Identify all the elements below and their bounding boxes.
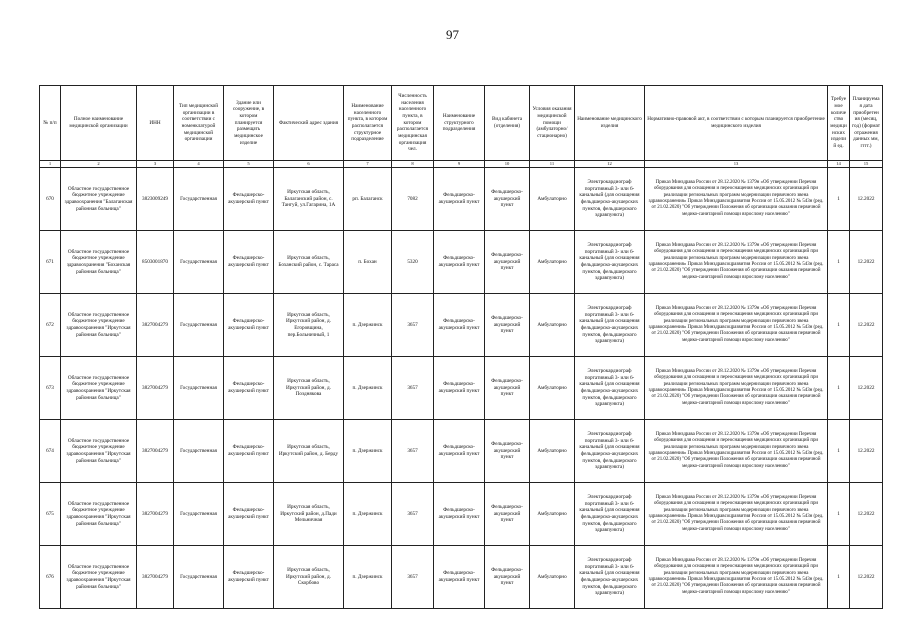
table-row [40, 546, 883, 609]
population-count: 3657 [392, 294, 434, 357]
column-number: 3 [137, 161, 174, 168]
population-count: 3657 [392, 420, 434, 483]
inn-value: 3827004279 [137, 546, 174, 609]
column-number: 8 [392, 161, 434, 168]
table-row [40, 483, 883, 546]
legal-act: Приказ Минздрава России от 28.12.2020 № 1379н «Об утверждении Перечня оборудования для оснащения и переоснащения медицинских организаций при реализации региональных программ модернизации первичного звена здравоохранения» Приказ Минздравсоцразвития России от 15.05.2012 № 543н (ред. от 21.02.2020) "Об утверждении Положения об организации оказания первичной медико-санитарной помощи взрослому населению" [645, 483, 828, 546]
settlement-name: п. Дзержинск [344, 357, 392, 420]
row-number: 670 [40, 168, 61, 231]
legal-act: Приказ Минздрава России от 28.12.2020 № 1379н «Об утверждении Перечня оборудования для оснащения и переоснащения медицинских организаций при реализации региональных программ модернизации первичного звена здравоохранения» Приказ Минздравсоцразвития России от 15.05.2012 № 543н (ред. от 21.02.2020) "Об утверждении Положения об организации оказания первичной медико-санитарной помощи взрослому населению" [645, 420, 828, 483]
planned-date: 12.2022 [850, 294, 883, 357]
column-number: 7 [344, 161, 392, 168]
room-type: Фельдшерско-акушерский пункт [485, 483, 530, 546]
header-cell: Фактический адрес здания [274, 86, 344, 161]
structural-unit: Фельдшерско-акушерский пункт [434, 420, 485, 483]
quantity: 1 [828, 357, 850, 420]
header-cell: Наименование населенного пункта, в котором располагается структурное подразделение [344, 86, 392, 161]
population-count: 3657 [392, 546, 434, 609]
header-cell: Планируемая дата приобретения (месяц, год) (формат отражения данных мм, гггг.) [850, 86, 883, 161]
header-cell: Наименование структурного подразделения [434, 86, 485, 161]
header-cell: Условия оказания медицинской помощи (амбулаторно/стационарно) [530, 86, 575, 161]
building-type: Фельдшерско-акушерский пункт [224, 168, 274, 231]
care-conditions: Амбулаторно [530, 357, 575, 420]
header-cell: Полное наименование медицинской организации [61, 86, 137, 161]
organization-type: Государственная [174, 483, 224, 546]
column-number: 1 [40, 161, 61, 168]
medical-device: Электрокардиограф портативный 3- или 6-канальный (для оснащения фельдшерско-акушерских пунктов, фельдшерского здравпункта) [575, 168, 645, 231]
column-number: 6 [274, 161, 344, 168]
inn-value: 3827004279 [137, 357, 174, 420]
organization-name: Областное государственное бюджетное учреждение здравоохранения "Балаганская районная больница" [61, 168, 137, 231]
care-conditions: Амбулаторно [530, 546, 575, 609]
organization-name: Областное государственное бюджетное учреждение здравоохранения "Иркутская районная больница" [61, 546, 137, 609]
care-conditions: Амбулаторно [530, 231, 575, 294]
inn-value: 3827004279 [137, 483, 174, 546]
row-number: 675 [40, 483, 61, 546]
medical-device: Электрокардиограф портативный 3- или 6-канальный (для оснащения фельдшерско-акушерских пунктов, фельдшерского здравпункта) [575, 231, 645, 294]
equipment-table [39, 85, 883, 609]
settlement-name: п. Дзержинск [344, 483, 392, 546]
column-number: 5 [224, 161, 274, 168]
organization-type: Государственная [174, 420, 224, 483]
header-cell: № п/п [40, 86, 61, 161]
room-type: Фельдшерско-акушерский пункт [485, 420, 530, 483]
column-number: 11 [530, 161, 575, 168]
quantity: 1 [828, 231, 850, 294]
column-number-row [40, 161, 883, 168]
actual-address: Иркутская область, Иркутский район, д. Берду [274, 420, 344, 483]
room-type: Фельдшерско-акушерский пункт [485, 294, 530, 357]
planned-date: 12.2022 [850, 546, 883, 609]
medical-device: Электрокардиограф портативный 3- или 6-канальный (для оснащения фельдшерско-акушерских пунктов, фельдшерского здравпункта) [575, 483, 645, 546]
inn-value: 3827004279 [137, 420, 174, 483]
settlement-name: п. Бохан [344, 231, 392, 294]
column-number: 10 [485, 161, 530, 168]
actual-address: Иркутская область, Иркутский район, д. Егоровщина, пер.Больничный, 1 [274, 294, 344, 357]
inn-value: 3827004279 [137, 294, 174, 357]
quantity: 1 [828, 294, 850, 357]
table-body [40, 168, 883, 609]
quantity: 1 [828, 483, 850, 546]
building-type: Фельдшерско-акушерский пункт [224, 420, 274, 483]
medical-device: Электрокардиограф портативный 3- или 6-канальный (для оснащения фельдшерско-акушерских пунктов, фельдшерского здравпункта) [575, 294, 645, 357]
column-number: 13 [645, 161, 828, 168]
population-count: 3657 [392, 357, 434, 420]
table-row [40, 168, 883, 231]
organization-name: Областное государственное бюджетное учреждение здравоохранения "Боханская районная больница" [61, 231, 137, 294]
planned-date: 12.2022 [850, 357, 883, 420]
table-row [40, 231, 883, 294]
organization-type: Государственная [174, 357, 224, 420]
organization-type: Государственная [174, 168, 224, 231]
actual-address: Иркутская область, Балаганский район, с. Тангуй, ул.Гагарина, 1А [274, 168, 344, 231]
row-number: 673 [40, 357, 61, 420]
actual-address: Иркутская область, Иркутский район, д.Пади Мельничная [274, 483, 344, 546]
organization-type: Государственная [174, 294, 224, 357]
room-type: Фельдшерско-акушерский пункт [485, 546, 530, 609]
building-type: Фельдшерско-акушерский пункт [224, 231, 274, 294]
header-cell: Наименование медицинского изделия [575, 86, 645, 161]
population-count: 3657 [392, 483, 434, 546]
actual-address: Иркутская область, Боханский район, с. Тараса [274, 231, 344, 294]
settlement-name: п. Дзержинск [344, 294, 392, 357]
inn-value: 8503001870 [137, 231, 174, 294]
column-number: 4 [174, 161, 224, 168]
medical-device: Электрокардиограф портативный 3- или 6-канальный (для оснащения фельдшерско-акушерских пунктов, фельдшерского здравпункта) [575, 357, 645, 420]
settlement-name: п. Дзержинск [344, 546, 392, 609]
legal-act: Приказ Минздрава России от 28.12.2020 № 1379н «Об утверждении Перечня оборудования для оснащения и переоснащения медицинских организаций при реализации региональных программ модернизации первичного звена здравоохранения» Приказ Минздравсоцразвития России от 15.05.2012 № 543н (ред. от 21.02.2020) "Об утверждении Положения об организации оказания первичной медико-санитарной помощи взрослому населению" [645, 294, 828, 357]
room-type: Фельдшерско-акушерский пункт [485, 231, 530, 294]
planned-date: 12.2022 [850, 231, 883, 294]
structural-unit: Фельдшерско-акушерский пункт [434, 231, 485, 294]
header-cell: Здание или сооружение, в котором планируется размещать медицинское изделие [224, 86, 274, 161]
building-type: Фельдшерско-акушерский пункт [224, 357, 274, 420]
building-type: Фельдшерско-акушерский пункт [224, 546, 274, 609]
care-conditions: Амбулаторно [530, 168, 575, 231]
medical-device: Электрокардиограф портативный 3- или 6-канальный (для оснащения фельдшерско-акушерских пунктов, фельдшерского здравпункта) [575, 420, 645, 483]
table-row [40, 420, 883, 483]
population-count: 7082 [392, 168, 434, 231]
quantity: 1 [828, 546, 850, 609]
row-number: 671 [40, 231, 61, 294]
column-number: 9 [434, 161, 485, 168]
legal-act: Приказ Минздрава России от 28.12.2020 № 1379н «Об утверждении Перечня оборудования для оснащения и переоснащения медицинских организаций при реализации региональных программ модернизации первичного звена здравоохранения» Приказ Минздравсоцразвития России от 15.05.2012 № 543н (ред. от 21.02.2020) "Об утверждении Положения об организации оказания первичной медико-санитарной помощи взрослому населению" [645, 231, 828, 294]
organization-name: Областное государственное бюджетное учреждение здравоохранения "Иркутская районная больница" [61, 483, 137, 546]
structural-unit: Фельдшерско-акушерский пункт [434, 294, 485, 357]
header-cell: Вид кабинета (отделения) [485, 86, 530, 161]
legal-act: Приказ Минздрава России от 28.12.2020 № 1379н «Об утверждении Перечня оборудования для оснащения и переоснащения медицинских организаций при реализации региональных программ модернизации первичного звена здравоохранения» Приказ Минздравсоцразвития России от 15.05.2012 № 543н (ред. от 21.02.2020) "Об утверждении Положения об организации оказания первичной медико-санитарной помощи взрослому населению" [645, 168, 828, 231]
row-number: 676 [40, 546, 61, 609]
column-number: 14 [828, 161, 850, 168]
room-type: Фельдшерско-акушерский пункт [485, 168, 530, 231]
organization-name: Областное государственное бюджетное учреждение здравоохранения "Иркутская районная больница" [61, 294, 137, 357]
care-conditions: Амбулаторно [530, 420, 575, 483]
care-conditions: Амбулаторно [530, 483, 575, 546]
population-count: 5320 [392, 231, 434, 294]
structural-unit: Фельдшерско-акушерский пункт [434, 546, 485, 609]
organization-name: Областное государственное бюджетное учреждение здравоохранения "Иркутская районная больница" [61, 420, 137, 483]
quantity: 1 [828, 420, 850, 483]
organization-type: Государственная [174, 546, 224, 609]
table-row [40, 294, 883, 357]
header-cell: Численность населения населенного пункта, в котором располагается медицинская организация чел. [392, 86, 434, 161]
column-number: 15 [850, 161, 883, 168]
header-cell: Тип медицинской организации в соответствии с номенклатурой медицинской организации [174, 86, 224, 161]
quantity: 1 [828, 168, 850, 231]
actual-address: Иркутская область, Иркутский район, д. Позднякова [274, 357, 344, 420]
legal-act: Приказ Минздрава России от 28.12.2020 № 1379н «Об утверждении Перечня оборудования для оснащения и переоснащения медицинских организаций при реализации региональных программ модернизации первичного звена здравоохранения» Приказ Минздравсоцразвития России от 15.05.2012 № 543н (ред. от 21.02.2020) "Об утверждении Положения об организации оказания первичной медико-санитарной помощи взрослому населению" [645, 357, 828, 420]
organization-name: Областное государственное бюджетное учреждение здравоохранения "Иркутская районная больница" [61, 357, 137, 420]
header-cell: Нормативно-правовой акт, в соответствии с которым планируется приобретение медицинского изделия [645, 86, 828, 161]
row-number: 672 [40, 294, 61, 357]
structural-unit: Фельдшерско-акушерский пункт [434, 168, 485, 231]
inn-value: 3823009249 [137, 168, 174, 231]
organization-type: Государственная [174, 231, 224, 294]
header-cell: Требуемое количество медицинских изделий ед. [828, 86, 850, 161]
legal-act: Приказ Минздрава России от 28.12.2020 № 1379н «Об утверждении Перечня оборудования для оснащения и переоснащения медицинских организаций при реализации региональных программ модернизации первичного звена здравоохранения» Приказ Минздравсоцразвития России от 15.05.2012 № 543н (ред. от 21.02.2020) "Об утверждении Положения об организации оказания первичной медико-санитарной помощи взрослому населению" [645, 546, 828, 609]
structural-unit: Фельдшерско-акушерский пункт [434, 357, 485, 420]
column-number: 2 [61, 161, 137, 168]
medical-device: Электрокардиограф портативный 3- или 6-канальный (для оснащения фельдшерско-акушерских пунктов, фельдшерского здравпункта) [575, 546, 645, 609]
planned-date: 12.2022 [850, 168, 883, 231]
table-row [40, 357, 883, 420]
row-number: 674 [40, 420, 61, 483]
column-number: 12 [575, 161, 645, 168]
room-type: Фельдшерско-акушерский пункт [485, 357, 530, 420]
page-number: 97 [446, 27, 459, 42]
settlement-name: п. Дзержинск [344, 420, 392, 483]
building-type: Фельдшерско-акушерский пункт [224, 483, 274, 546]
structural-unit: Фельдшерско-акушерский пункт [434, 483, 485, 546]
header-row [40, 86, 883, 161]
planned-date: 12.2022 [850, 483, 883, 546]
actual-address: Иркутская область, Иркутский район, д. Скорбово [274, 546, 344, 609]
building-type: Фельдшерско-акушерский пункт [224, 294, 274, 357]
header-cell: ИНН [137, 86, 174, 161]
care-conditions: Амбулаторно [530, 294, 575, 357]
settlement-name: рп. Балаганск [344, 168, 392, 231]
planned-date: 12.2022 [850, 420, 883, 483]
